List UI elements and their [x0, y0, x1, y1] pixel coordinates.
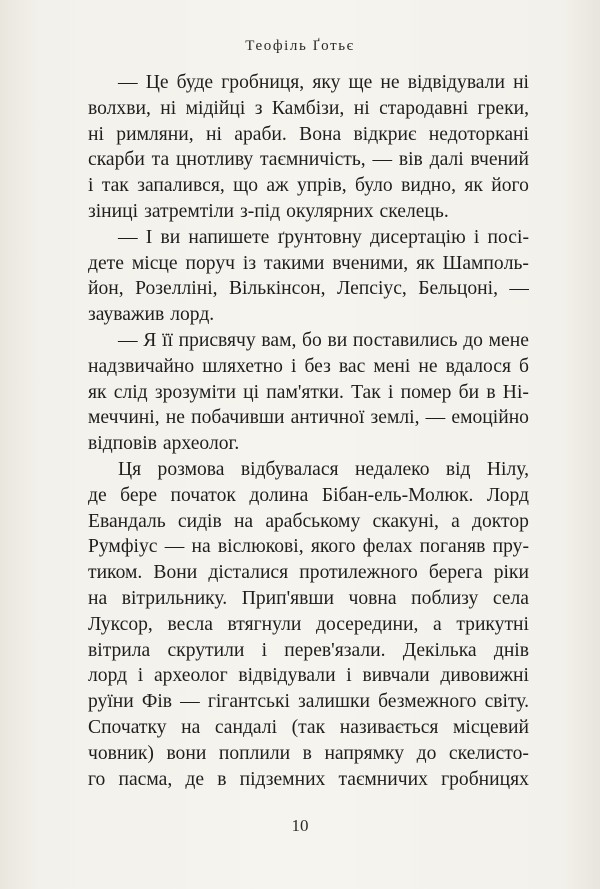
text-line: Луксор, весла втягнули досередини, а трикутні	[88, 613, 529, 635]
text-line: — Я її присвячу вам, бо ви поставились до мене	[118, 329, 529, 351]
text-line: — І ви напишете ґрунтовну дисертацію і посі-	[118, 226, 529, 248]
text-line: зауважив лорд.	[88, 304, 215, 326]
text-line: зіниці затремтіли з-під окулярних скелець.	[88, 200, 449, 222]
text-line: де бере початок долина Бібан-ель-Молюк. Лорд	[88, 484, 529, 506]
text-line: — Це буде гробниця, яку ще не відвідували ні	[118, 72, 529, 93]
running-head: Теофіль Ґотьє	[245, 38, 355, 54]
body-text	[88, 70, 529, 792]
text-line: йон, Розелліні, Вількінсон, Лепсіус, Бельцоні, —	[88, 278, 529, 300]
text-line: ні римляни, ні араби. Вона відкриє недоторкані	[88, 123, 529, 145]
text-line: Спочатку на сандалі (так називається місцевий	[88, 716, 529, 738]
text-line: Румфіус — на віслюкові, якого фелах поганяв пру-	[88, 536, 529, 558]
text-line: тиком. Вони дісталися протилежного берега ріки	[88, 562, 529, 584]
text-line: і так запалився, що аж упрів, було видно, як його	[88, 175, 529, 197]
text-line: на вітрильнику. Прип'явши човна поблизу села	[88, 587, 529, 609]
text-line: волхви, ні мідійці з Камбізи, ні стародавні греки,	[88, 97, 529, 119]
text-line: надзвичайно шляхетно і без вас мені не вдалося б	[88, 355, 529, 377]
text-line: меччині, не побачивши античної землі, — емоційно	[88, 407, 529, 429]
page-number: 10	[291, 816, 309, 835]
text-line: Ця розмова відбувалася недалеко від Нілу,	[118, 458, 529, 480]
text-line: го пасма, де в підземних таємничих гробницях	[88, 768, 529, 790]
text-line: дете місце поруч із такими вченими, як Шампoль-	[88, 252, 529, 274]
text-line: скарби та цнотливу таємничість, — вів далі вчений	[88, 149, 529, 171]
text-line: лорд і археолог відвідували і вивчали дивовижні	[88, 665, 529, 687]
text-line: відповів археолог.	[88, 433, 240, 455]
text-line: як слід зрозуміти ці пам'ятки. Так і помер би в Ні-	[88, 381, 529, 403]
text-line: Евандаль сидів на арабському скакуні, а доктор	[88, 510, 529, 532]
text-line: вітрила скрутили і перев'язали. Декілька днів	[88, 639, 529, 661]
text-line: руїни Фів — гігантські залишки безмежного світу.	[88, 691, 529, 713]
text-line: човник) вони поплили в напрямку до скелисто-	[88, 742, 529, 764]
